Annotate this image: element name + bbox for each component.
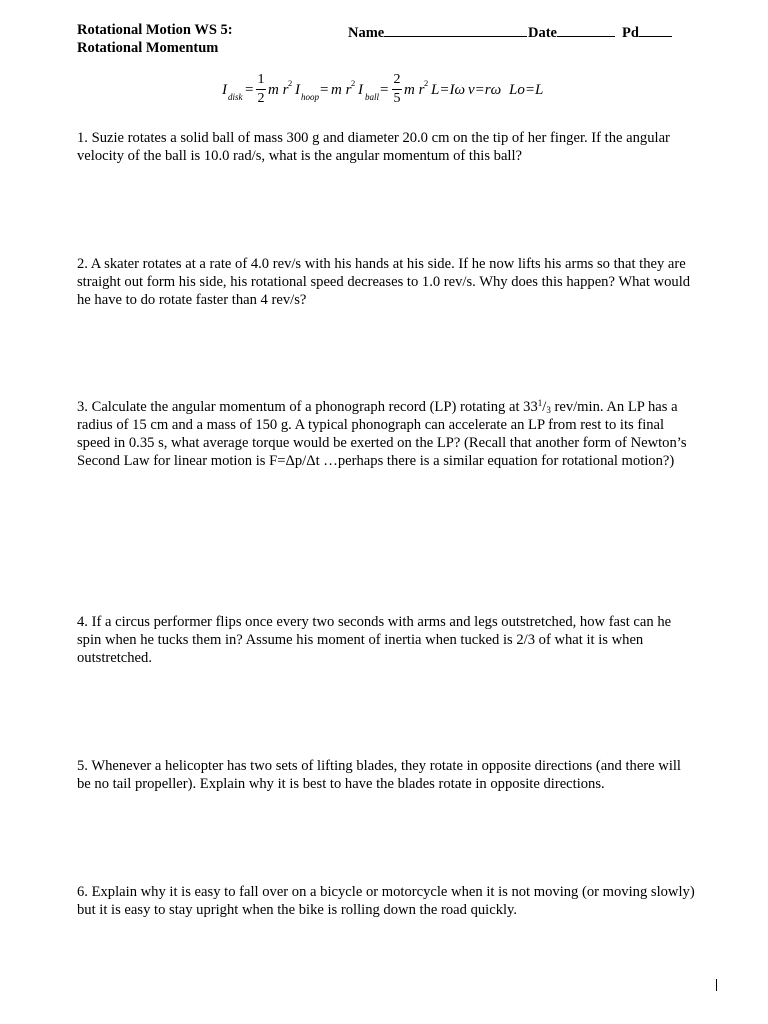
formula-eq-1: = — [245, 82, 254, 98]
question-1: 1. Suzie rotates a solid ball of mass 300 g and diameter 20.0 cm on the tip of her finger. If the angular velocity of the ball is 10.0 rad/s, what is the angular momentum of this ball? — [77, 130, 670, 164]
formula-sq-2: 2 — [351, 78, 356, 88]
formula-sub-ball: ball — [365, 92, 380, 102]
name-field[interactable] — [348, 22, 527, 42]
question-3-part-b: rev/min. An LP has a radius of 15 cm and a mass of 150 g. A typical phonograph can accelerate an LP from rest to its final speed in 0.35 s, what average torque would be exerted on the LP? (Recall that another form of Newton’s Second Law for linear motion is F=Δp/Δt …perhaps there is a similar equation for rotational motion?) — [77, 399, 687, 469]
pd-blank[interactable] — [639, 22, 672, 37]
formula-angular-momentum: L=Iω — [431, 82, 466, 98]
question-6: 6. Explain why it is easy to fall over on a bicycle or motorcycle when it is not moving (or moving slowly) but it is easy to stay upright when the bike is rolling down the road quickly. — [77, 884, 695, 918]
formula-sq-3: 2 — [424, 78, 429, 88]
formula-I-hoop: I — [295, 82, 300, 98]
formula-mr-3: m r — [404, 82, 425, 98]
formula-line — [222, 72, 562, 112]
formula-frac-half-bar — [256, 89, 266, 90]
formula-frac-twofifths-num: 2 — [393, 72, 401, 87]
formula-conservation: Lo=L — [509, 82, 544, 98]
question-3-fraction-slash: / — [542, 399, 547, 415]
formula-linear-velocity: v=rω — [468, 82, 502, 98]
formula-frac-twofifths-den: 5 — [393, 91, 401, 106]
formula-I-disk: I — [222, 82, 227, 98]
formula-sub-disk: disk — [228, 92, 243, 102]
date-blank[interactable] — [557, 22, 615, 37]
formula-sub-hoop: hoop — [301, 92, 319, 102]
formula-I-ball: I — [358, 82, 363, 98]
period-field[interactable] — [622, 22, 672, 42]
worksheet-subtitle: Rotational Momentum — [77, 40, 219, 56]
name-blank[interactable] — [384, 22, 527, 37]
pd-label: Pd — [622, 25, 639, 41]
question-4: 4. If a circus performer flips once every two seconds with arms and legs outstretched, how fast can he spin when he tucks them in? Assume his moment of inertia when tucked is 2/3 of what it is when outstretched. — [77, 614, 672, 666]
question-3-part-a: 3. Calculate the angular momentum of a phonograph record (LP) rotating at 33 — [77, 399, 538, 415]
question-2: 2. A skater rotates at a rate of 4.0 rev/s with his hands at his side. If he now lifts his arms so that they are straight out form his side, his rotational speed decreases to 1.0 rev/s. Why does this happen? What would he have to do rotate faster than 4 rev/s? — [77, 256, 691, 308]
worksheet-title: Rotational Motion WS 5: — [77, 22, 233, 38]
name-label: Name — [348, 25, 385, 41]
question-3-fraction-num: 1 — [537, 398, 543, 408]
formula-mr-1: m r — [268, 82, 289, 98]
formula-frac-twofifths-bar — [392, 89, 402, 90]
date-field[interactable] — [528, 22, 615, 42]
question-5: 5. Whenever a helicopter has two sets of lifting blades, they rotate in opposite directions (and there will be no tail propeller). Explain why it is best to have the blades rotate in opposite directions. — [77, 758, 681, 792]
formula-frac-half-den: 2 — [257, 91, 265, 106]
question-3-fraction-den: 3 — [546, 405, 551, 415]
formula-eq-3: = — [380, 82, 389, 98]
date-label: Date — [528, 25, 557, 41]
formula-frac-half-num: 1 — [257, 72, 265, 87]
formula-eq-2: = — [320, 82, 329, 98]
text-cursor — [716, 979, 717, 991]
formula-sq-1: 2 — [288, 78, 293, 88]
formula-mr-2: m r — [331, 82, 352, 98]
question-3 — [77, 398, 697, 470]
